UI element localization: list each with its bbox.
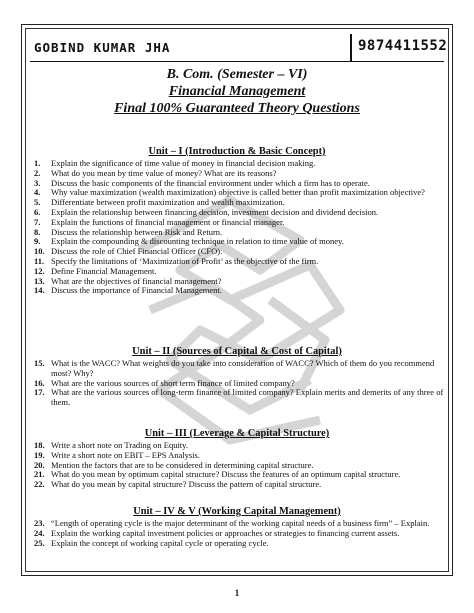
question-list [34,159,444,296]
question-text: What are the various sources of short term finance of limited company? [51,377,295,388]
question-number: 4. [34,187,41,198]
question-item [34,388,444,408]
question-number: 23. [34,518,45,528]
question-item [34,539,444,549]
question-text: Explain the compounding & discounting technique in relation to time value of money. [51,236,344,247]
unit-heading: Unit – I (Introduction & Basic Concept) [148,146,326,157]
question-text: Differentiate between profit maximization and wealth maximization. [51,197,285,208]
question-number: 12. [34,265,45,276]
unit-heading: Unit – IV & V (Working Capital Management) [133,506,341,517]
question-number: 9. [34,236,41,247]
unit-heading: Unit – III (Leverage & Capital Structure) [144,428,330,439]
question-number: 17. [34,387,45,398]
question-item [34,359,444,379]
question-text: What do you mean by optimum capital structure? Discuss the features of an optimum capital structure. [51,469,401,480]
page-number: 1 [234,588,240,598]
header-divider [350,34,352,62]
question-list [34,519,444,548]
question-text: Explain the functions of financial management or financial manager. [51,216,285,227]
question-number: 6. [34,206,41,217]
question-text: Write a short note on EBIT – EPS Analysis. [51,449,200,460]
question-number: 22. [34,479,45,490]
question-number: 11. [34,255,45,266]
question-item [34,286,444,296]
question-list [34,359,444,408]
question-text: Why value maximization (wealth maximization) objective is called better than profit maximization objective? [51,187,425,198]
author-name: GOBIND KUMAR JHA [34,40,171,55]
question-number: 15. [34,358,45,368]
question-text: Specify the limitations of ‘Maximization of Profit’ as the objective of the firm. [51,255,319,266]
question-list [34,441,444,490]
question-number: 1. [34,158,41,168]
page-header [30,32,448,62]
question-number: 3. [34,177,41,188]
question-number: 25. [34,537,45,548]
question-number: 10. [34,246,45,257]
question-number: 7. [34,216,41,227]
question-text: Discuss the relationship between Risk and Return. [51,226,223,237]
question-number: 14. [34,285,45,296]
header-rule [30,61,444,62]
question-text: Write a short note on Trading on Equity. [51,440,188,450]
question-text: Explain the relationship between financing decision, investment decision and dividend decision. [51,206,379,217]
document-title: Final 100% Guaranteed Theory Questions [114,101,360,116]
subject-title: Financial Management [168,84,306,99]
question-text: Explain the concept of working capital cycle or operating cycle. [51,537,269,548]
question-number: 8. [34,226,41,237]
question-number: 5. [34,197,41,208]
question-number: 21. [34,469,45,480]
unit-heading: Unit – II (Sources of Capital & Cost of Capital) [132,346,342,357]
question-text: Explain the working capital investment policies or approaches or strategies to financing current assets. [51,527,400,538]
question-text: What do you mean by capital structure? Discuss the pattern of capital structure. [51,479,322,490]
question-text: What is the WACC? What weights do you take into consideration of WACC? Which of them do you recommend most? Why? [51,358,435,378]
phone-number: 9874411552 [358,38,448,54]
question-text: What are the various sources of long-term finance of limited company? Explain merits and demerits of any three of them. [51,387,444,408]
question-number: 16. [34,377,45,388]
question-text: What are the objectives of financial management? [51,275,222,286]
question-text: Mention the factors that are to be considered in determining capital structure. [51,459,314,470]
question-text: What do you mean by time value of money? What are its reasons? [51,167,277,178]
question-number: 2. [34,167,41,178]
question-number: 24. [34,527,45,538]
question-text: “Length of operating cycle is the major determinant of the working capital needs of a business firm” – Explain. [51,518,430,528]
question-text: Discuss the importance of Financial Management. [51,285,222,296]
question-text: Explain the significance of time value of money in financial decision making. [51,158,316,168]
question-number: 19. [34,449,45,460]
question-text: Define Financial Management. [51,265,157,276]
question-number: 18. [34,440,45,450]
course-title: B. Com. (Semester – VI) [166,67,308,82]
question-number: 13. [34,275,45,286]
question-text: Discuss the role of Chief Financial Officer (CFO). [51,246,223,257]
title-block [30,66,444,117]
question-text: Discuss the basic components of the financial environment under which a firm has to operate. [51,177,370,188]
question-item [34,480,444,490]
question-number: 20. [34,459,45,470]
